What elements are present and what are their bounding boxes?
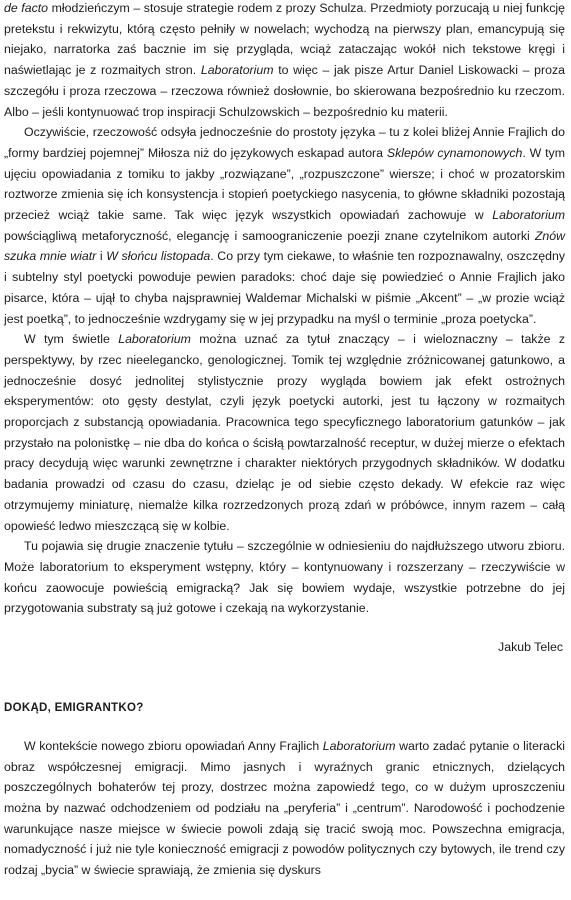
- italic-title-run: Laboratorium: [492, 208, 565, 223]
- section-heading: DOKĄD, EMIGRANTKO?: [4, 701, 144, 714]
- review-paragraph-3: [4, 329, 565, 536]
- italic-title-run: Laboratorium: [200, 63, 274, 78]
- text-run: to więc – jak pisze Artur Daniel Liskowacki – proza szczegółu i proza rzeczowa – rzeczowa również dosłownie, bo skierowana bezpośrednio ku rzeczom. Albo – jeśli kontynuować trop inspiracji Schulzowskich – bezpośrednio ku materii.: [4, 63, 565, 119]
- text-run: młodzieńczym – stosuje strategie rodem z prozy Schulza. Przedmioty porzucają u niej funkcję pretekstu i rekwizytu, którą często pełniły w nowelach; wychodzą na pierwszy plan, emancypują się niejako, narratorka zaś bacznie im się przygląda, wciąż zataczając wokół nich tekstowe kręgi i naświetlając je z rozmaitych stron.: [4, 1, 565, 78]
- review-paragraph-2: [4, 122, 565, 329]
- text-run: Oczywiście, rzeczowość odsyła jednocześnie do prostoty języka – tu z kolei bliżej Annie Frajlich do „formy bardziej pojemnej” Miłosza niż do językowych eskapad autora: [4, 125, 565, 160]
- italic-title-run: Sklepów cynamonowych: [386, 145, 523, 160]
- italic-title-run: Laboratorium: [322, 738, 396, 753]
- italic-title-run: Znów szuka mnie wiatr: [4, 228, 565, 264]
- review-signature: Jakub Telec: [498, 640, 563, 655]
- section-paragraph-1: [4, 736, 565, 881]
- italic-title-run: Laboratorium: [118, 332, 191, 347]
- text-run: i: [96, 249, 107, 264]
- text-run: można uznać za tytuł znaczący – i wieloznaczny – także z perspektywy, by rzec nieelegancko, genologicznej. Tomik tej względnie zróżnicowanej gatunkowo, a jednocześnie dosyć jednolitej stylistycznie prozy wygląda bowiem jak efekt ostrożnych eksperymentów: oto gęsty destylat, czyli język poetycki autorki, jest tu łączony w rozmaitych proporcjach z substancją opowiadania. Pracownica tego specyficznego laboratorium gatunków – jak przystało na polonistkę – nie dba do końca o ścisłą powtarzalność receptur, w dużej mierze o efektach pracy decydują więc warunki zewnętrzne i charakter niektórych przygodnych składników. W dodatku badania prowadzi od czasu do czasu, dzieląc je od siebie często dekady. W efekcie raz więc otrzymujemy miniaturę, niemalże kilka rozrzedzonych prozą zdań w próbówce, innym razem – całą opowieść ledwo mieszczącą się w kolbie.: [4, 332, 566, 533]
- review-paragraph-4: [4, 536, 565, 619]
- text-run: . W tym ujęciu opowiadania z tomiku to jakby „rozwiązane”, „rozpuszczone” wiersze; i choć w prozatorskim roztworze zmienia się ich konsystencja i stopień poetyckiego nasycenia, to główne składniki pozostają przecież wciąż takie same. Tak więc język wszystkich opowiadań zachowuje w: [4, 145, 565, 223]
- text-run: . Co przy tym ciekawe, to właśnie ten rozpoznawalny, oszczędny i subtelny styl poetycki powoduje pewien paradoks: choć daje się powiedzieć o Annie Frajlich jako pisarce, która – ujął to chyba najsprawniej Waldemar Michalski w piśmie „Akcent” – „w prozie wciąż jest poetką”, to jednocześnie wzdrygamy się w jej przypadku na myśl o terminie „proza poetycka”.: [4, 249, 566, 326]
- text-run: Tu pojawia się drugie znaczenie tytułu – szczególnie w odniesieniu do najdłuższego utworu zbioru. Może laboratorium to eksperyment wstępny, który – kontynuowany i rozszerzany – rzeczywiście w końcu zaowocuje powieścią emigracką? Jak się bowiem wydaje, wszystkie potrzebne do jej przygotowania substraty są już gotowe i czekają na wykorzystanie.: [4, 539, 565, 616]
- review-paragraph-1: [4, 0, 565, 122]
- text-run: powściągliwą metaforyczność, elegancję i samoograniczenie poezji znane czytelnikom autorki: [4, 228, 535, 243]
- text-run: warto zadać pytanie o literacki obraz współczesnej emigracji. Mimo jasnych i wyraźnych granic etnicznych, dzielących poszczególnych bohaterów tej prozy, dostrzec można zapowiedź tego, co w dużym uproszczeniu można by nazwać odchodzeniem od podziału na „peryferia” i „centrum”. Narodowość i pochodzenie warunkujące nasze miejsce w świecie powoli zdają się tracić swoją moc. Powszechna emigracja, nomadyczność i już nie tyle konieczność emigracji z powodów politycznych czy bytowych, ile trend czy rodzaj „bycia” w świecie sprawiają, że zmienia się dyskurs: [4, 738, 566, 878]
- text-run: W tym świetle: [24, 332, 119, 347]
- italic-title-run: W słońcu listopada: [106, 249, 211, 264]
- italic-title-run: de facto: [4, 1, 49, 15]
- text-run: W kontekście nowego zbioru opowiadań Anny Frajlich: [24, 738, 323, 753]
